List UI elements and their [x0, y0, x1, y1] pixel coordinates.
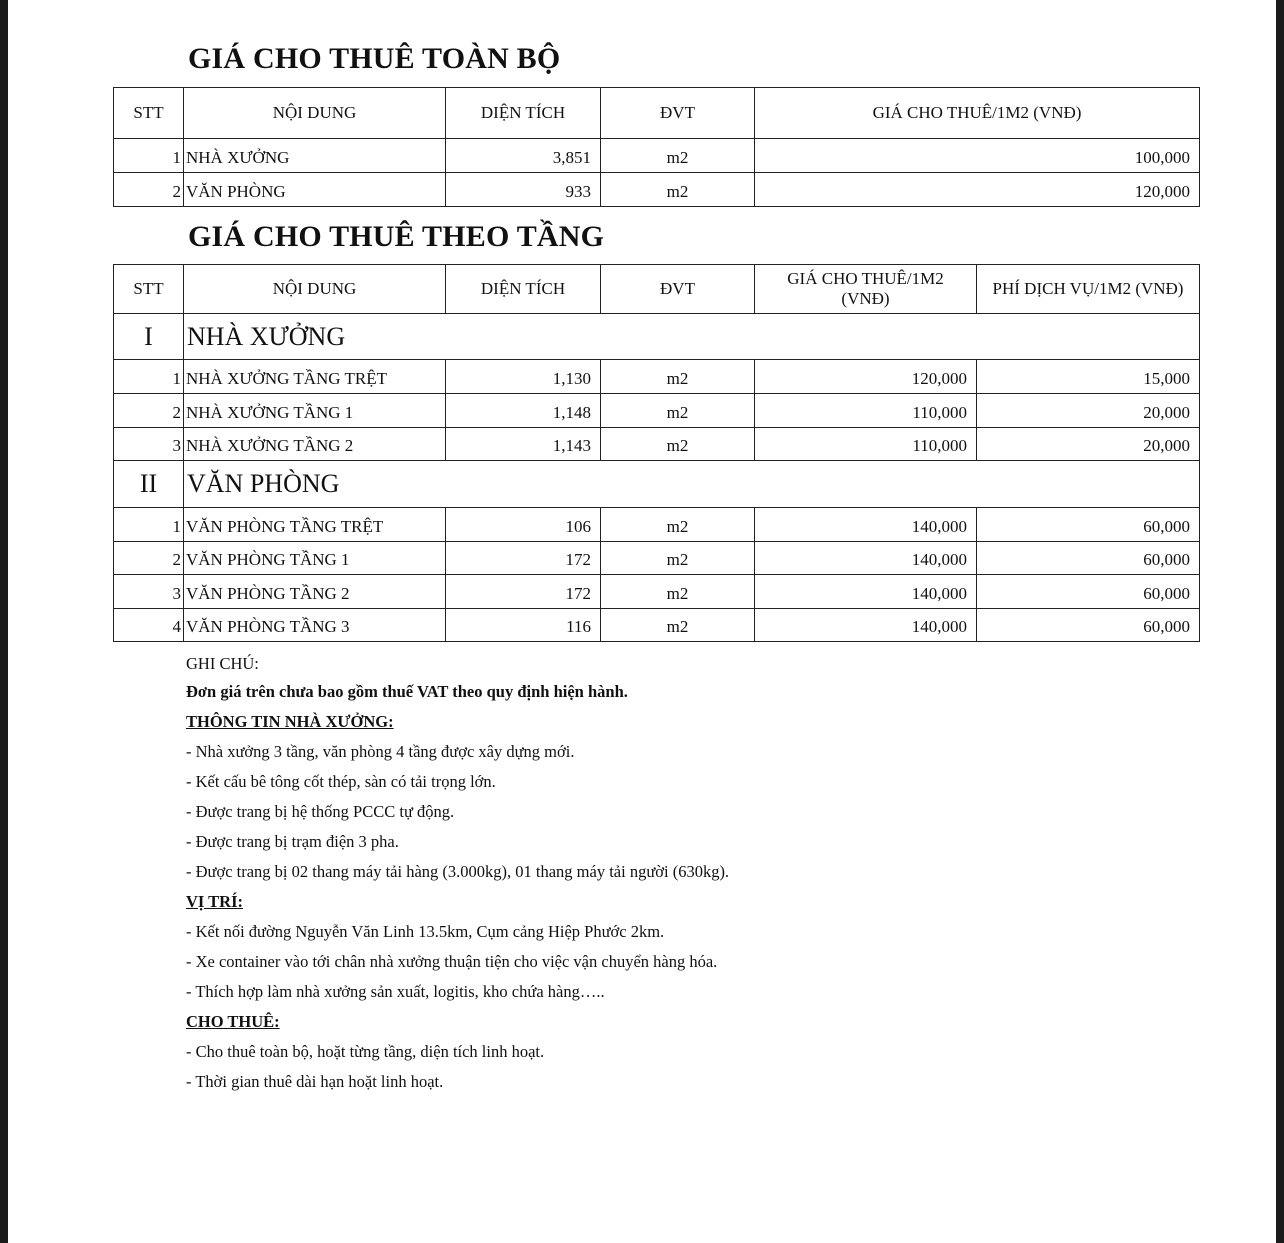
cell-area: 3,851 [446, 139, 601, 173]
cell-stt: 1 [114, 360, 184, 394]
header-area: DIỆN TÍCH [446, 88, 601, 139]
list-item: - Thích hợp làm nhà xưởng sản xuất, logitis, kho chứa hàng….. [186, 982, 605, 1001]
cell-area: 1,148 [446, 394, 601, 428]
table-row [114, 508, 1200, 542]
cell-unit: m2 [601, 508, 755, 542]
section-number: I [114, 314, 184, 360]
cell-unit: m2 [601, 428, 755, 461]
notes-label: GHI CHÚ: [186, 654, 259, 673]
list-item: - Kết cấu bê tông cốt thép, sàn có tải trọng lớn. [186, 772, 496, 791]
cell-price: 140,000 [755, 575, 977, 609]
cell-unit: m2 [601, 609, 755, 642]
table-row [114, 609, 1200, 642]
vat-note: Đơn giá trên chưa bao gồm thuế VAT theo quy định hiện hành. [186, 682, 628, 701]
cell-price: 100,000 [755, 139, 1200, 173]
whole-rental-price-table [113, 87, 1200, 207]
section-name: VĂN PHÒNG [184, 461, 1200, 508]
cell-stt: 2 [114, 173, 184, 207]
cell-unit: m2 [601, 360, 755, 394]
section-row-office [114, 461, 1200, 508]
cell-stt: 1 [114, 508, 184, 542]
table-row [114, 575, 1200, 609]
list-item: - Cho thuê toàn bộ, hoặt từng tầng, diện tích linh hoạt. [186, 1042, 545, 1061]
location-heading: VỊ TRÍ: [186, 892, 244, 911]
table-row [114, 360, 1200, 394]
cell-service-fee: 20,000 [977, 394, 1200, 428]
cell-unit: m2 [601, 394, 755, 428]
cell-service-fee: 60,000 [977, 542, 1200, 575]
header-stt: STT [114, 88, 184, 139]
list-item: - Nhà xưởng 3 tầng, văn phòng 4 tầng được xây dựng mới. [186, 742, 575, 761]
list-item: - Được trang bị 02 thang máy tải hàng (3.000kg), 01 thang máy tải người (630kg). [186, 862, 730, 881]
cell-service-fee: 60,000 [977, 508, 1200, 542]
cell-service-fee: 60,000 [977, 575, 1200, 609]
cell-content: VĂN PHÒNG TẦNG TRỆT [184, 508, 446, 542]
cell-area: 116 [446, 609, 601, 642]
header-price-line2: (VNĐ) [841, 289, 890, 308]
cell-price: 140,000 [755, 542, 977, 575]
header-price [755, 265, 977, 314]
cell-stt: 3 [114, 575, 184, 609]
cell-content: VĂN PHÒNG [184, 173, 446, 207]
cell-stt: 1 [114, 139, 184, 173]
list-item: - Xe container vào tới chân nhà xưởng thuận tiện cho việc vận chuyển hàng hóa. [186, 952, 718, 971]
notes-section [186, 651, 729, 1097]
section-name: NHÀ XƯỞNG [184, 314, 1200, 360]
cell-service-fee: 15,000 [977, 360, 1200, 394]
cell-price: 120,000 [755, 360, 977, 394]
factory-info-heading: THÔNG TIN NHÀ XƯỞNG: [186, 712, 394, 731]
cell-unit: m2 [601, 139, 755, 173]
header-area: DIỆN TÍCH [446, 265, 601, 314]
cell-stt: 4 [114, 609, 184, 642]
cell-area: 172 [446, 575, 601, 609]
cell-service-fee: 60,000 [977, 609, 1200, 642]
list-item: - Kết nối đường Nguyễn Văn Linh 13.5km, Cụm cảng Hiệp Phước 2km. [186, 922, 665, 941]
table-row [114, 394, 1200, 428]
cell-service-fee: 20,000 [977, 428, 1200, 461]
cell-content: NHÀ XƯỞNG TẦNG 1 [184, 394, 446, 428]
cell-area: 172 [446, 542, 601, 575]
header-stt: STT [114, 265, 184, 314]
cell-content: NHÀ XƯỞNG [184, 139, 446, 173]
cell-price: 140,000 [755, 508, 977, 542]
list-item: - Thời gian thuê dài hạn hoặt linh hoạt. [186, 1072, 444, 1091]
cell-unit: m2 [601, 173, 755, 207]
header-price-line1: GIÁ CHO THUÊ/1M2 [787, 269, 944, 289]
section-number: II [114, 461, 184, 508]
table-row [114, 139, 1200, 173]
cell-area: 1,143 [446, 428, 601, 461]
cell-content: VĂN PHÒNG TẦNG 2 [184, 575, 446, 609]
cell-content: NHÀ XƯỞNG TẦNG 2 [184, 428, 446, 461]
header-service-fee: PHÍ DỊCH VỤ/1M2 (VNĐ) [977, 265, 1200, 314]
cell-price: 140,000 [755, 609, 977, 642]
cell-area: 106 [446, 508, 601, 542]
cell-content: NHÀ XƯỞNG TẦNG TRỆT [184, 360, 446, 394]
cell-area: 933 [446, 173, 601, 207]
cell-content: VĂN PHÒNG TẦNG 3 [184, 609, 446, 642]
section-row-factory [114, 314, 1200, 360]
cell-stt: 3 [114, 428, 184, 461]
cell-stt: 2 [114, 394, 184, 428]
header-price: GIÁ CHO THUÊ/1M2 (VNĐ) [755, 88, 1200, 139]
table-row [114, 542, 1200, 575]
cell-area: 1,130 [446, 360, 601, 394]
header-unit: ĐVT [601, 88, 755, 139]
header-unit: ĐVT [601, 265, 755, 314]
cell-unit: m2 [601, 542, 755, 575]
list-item: - Được trang bị trạm điện 3 pha. [186, 832, 399, 851]
table-header-row [114, 265, 1200, 314]
cell-content: VĂN PHÒNG TẦNG 1 [184, 542, 446, 575]
cell-unit: m2 [601, 575, 755, 609]
table2-title: GIÁ CHO THUÊ THEO TẦNG [188, 220, 605, 253]
cell-price: 120,000 [755, 173, 1200, 207]
list-item: - Được trang bị hệ thống PCCC tự động. [186, 802, 455, 821]
table-row [114, 428, 1200, 461]
cell-price: 110,000 [755, 394, 977, 428]
header-content: NỘI DUNG [184, 88, 446, 139]
table-header-row [114, 88, 1200, 139]
table-row [114, 173, 1200, 207]
per-floor-rental-price-table [113, 264, 1200, 642]
cell-stt: 2 [114, 542, 184, 575]
rental-heading: CHO THUÊ: [186, 1012, 280, 1031]
cell-price: 110,000 [755, 428, 977, 461]
header-content: NỘI DUNG [184, 265, 446, 314]
table1-title: GIÁ CHO THUÊ TOÀN BỘ [188, 42, 561, 75]
